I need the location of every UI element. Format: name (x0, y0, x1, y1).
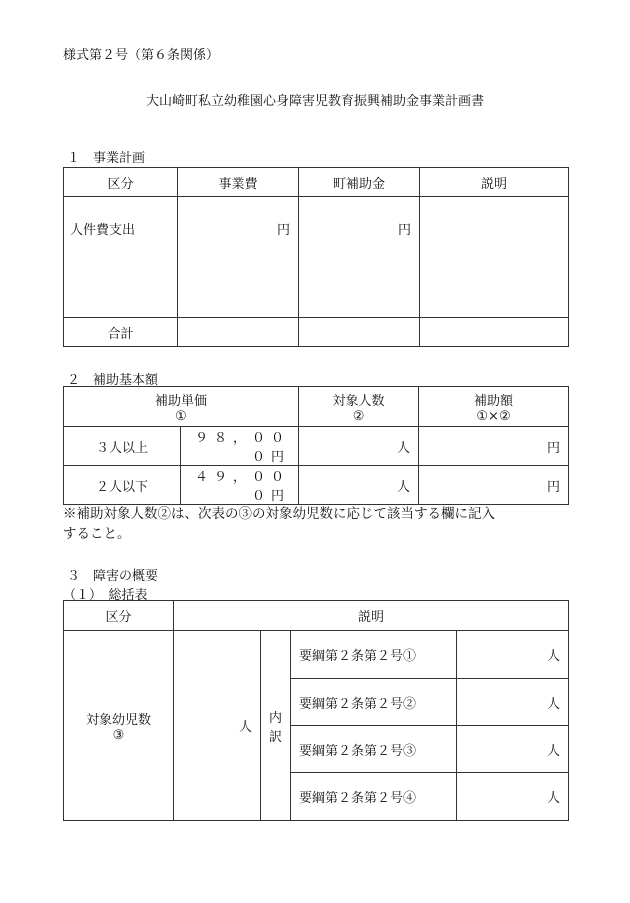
item-count-4: 人 (457, 773, 569, 821)
item-count-3: 人 (457, 726, 569, 773)
note-line-2: すること。 (63, 526, 131, 542)
total-label: 合計 (64, 318, 178, 347)
note-line-1: ※補助対象人数②は、次表の③の対象幼児数に応じて該当する欄に記入 (63, 506, 495, 522)
header-setsumei-3: 説明 (174, 601, 569, 631)
section1-heading: １ 事業計画 (67, 151, 146, 166)
target-children-label: 対象幼児数 ③ (64, 631, 174, 821)
total-setsumei (420, 318, 569, 347)
header-unit-price: 補助単価 ① (64, 387, 299, 427)
amount-2less: 円 (419, 466, 569, 505)
form-number: 様式第２号（第６条関係） (63, 48, 220, 63)
unit-price-3plus: ９８，０００円 (181, 427, 299, 466)
item-count-1: 人 (457, 631, 569, 679)
header-kubun: 区分 (64, 168, 178, 197)
hojokin-cell: 円 (299, 197, 420, 318)
document-title: 大山崎町私立幼稚園心身障害児教育振興補助金事業計画書 (145, 94, 484, 109)
row-label-3plus: ３人以上 (64, 427, 181, 466)
item-label-2: 要綱第２条第２号② (291, 679, 457, 726)
header-setsumei: 説明 (420, 168, 569, 197)
total-hojokin (299, 318, 420, 347)
summary-table (63, 600, 569, 821)
header-target-count: 対象人数 ② (299, 387, 419, 427)
plan-table (63, 167, 569, 347)
header-kubun-3: 区分 (64, 601, 174, 631)
breakdown-label: 内 訳 (261, 631, 291, 821)
item-label-4: 要綱第２条第２号④ (291, 773, 457, 821)
jigyouhi-cell: 円 (178, 197, 299, 318)
amount-3plus: 円 (419, 427, 569, 466)
header-machi-hojokin: 町補助金 (299, 168, 420, 197)
item-count-2: 人 (457, 679, 569, 726)
basic-amount-table (63, 386, 569, 505)
header-subsidy-amount: 補助額 ①×② (419, 387, 569, 427)
item-label-3: 要綱第２条第２号③ (291, 726, 457, 773)
count-3plus: 人 (299, 427, 419, 466)
header-jigyouhi: 事業費 (178, 168, 299, 197)
total-jigyouhi (178, 318, 299, 347)
section2-heading: ２ 補助基本額 (67, 373, 159, 388)
target-children-count: 人 (174, 631, 261, 821)
unit-price-2less: ４９，０００円 (181, 466, 299, 505)
section3-subheading: （１） 総括表 (63, 588, 148, 603)
row-label-jinkenhi: 人件費支出 (64, 197, 178, 318)
section3-heading: ３ 障害の概要 (67, 569, 159, 584)
row-label-2less: ２人以下 (64, 466, 181, 505)
count-2less: 人 (299, 466, 419, 505)
item-label-1: 要綱第２条第２号① (291, 631, 457, 679)
setsumei-cell (420, 197, 569, 318)
